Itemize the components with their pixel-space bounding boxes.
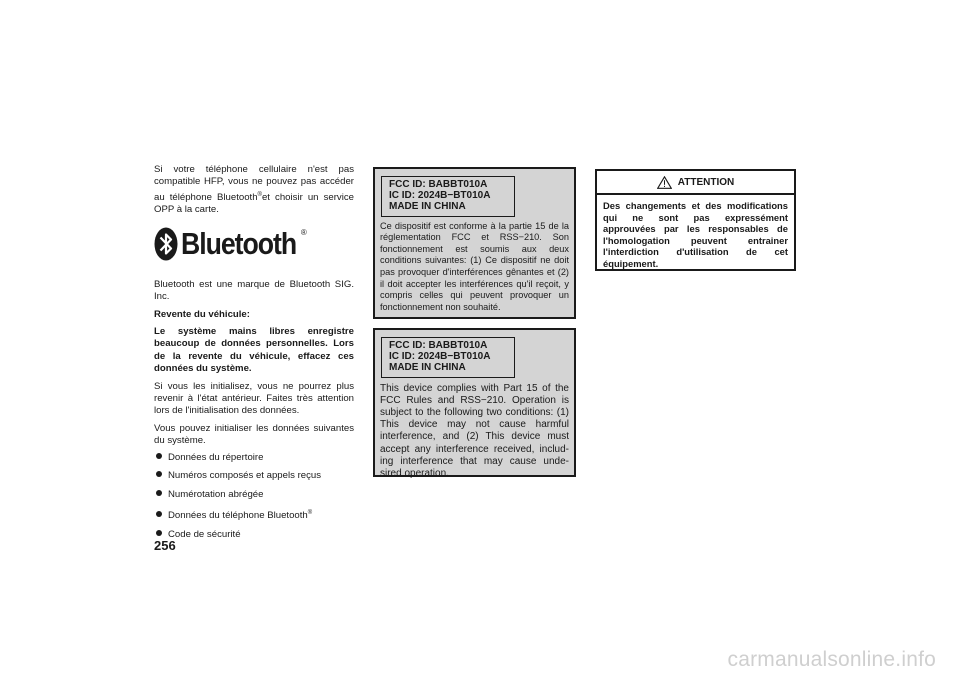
list-item-text-main: Données du téléphone Bluetooth bbox=[168, 510, 308, 522]
attention-header bbox=[597, 171, 794, 195]
list-item bbox=[154, 452, 354, 464]
origin-line: MADE IN CHINA bbox=[389, 362, 466, 374]
bluetooth-icon bbox=[154, 227, 178, 261]
reset-text: Si vous les initialisez, vous ne pourrez plus revenir à l'état antérieur. Faites très attention lors de l'initialisation des données. bbox=[154, 380, 354, 417]
fcc-notice-english bbox=[373, 328, 576, 480]
fcc-id-line: FCC ID: BABBT010A bbox=[389, 340, 488, 351]
list-item bbox=[154, 489, 354, 501]
fcc-id-label bbox=[381, 176, 515, 217]
fcc-notice-french bbox=[373, 167, 576, 319]
resale-heading: Revente du véhicule: bbox=[154, 308, 250, 320]
fcc-compliance-text-fr: Ce dispositif est conforme à la partie 15 de la réglementation FCC et RSS−210. Son fonctionnement est soumis aux deux conditions suivantes: (1) Ce dispositif ne doit pas provoquer d'interférences gênantes et (2) il doit accepter les interférences qu'il reçoit, y compris celles qui peuvent provoquer un fonctionnement non souhaité. bbox=[380, 220, 569, 312]
logo-registered-mark: ® bbox=[300, 227, 307, 237]
fcc-id-label bbox=[381, 337, 515, 378]
list-item-text: Numéros composés et appels reçus bbox=[168, 470, 322, 482]
bullet-icon bbox=[156, 511, 162, 517]
page-number: 256 bbox=[154, 538, 176, 553]
list-item-text: Code de sécurité bbox=[168, 528, 241, 540]
reset-list-intro: Vous pouvez initialiser les données suivantes du système. bbox=[154, 422, 354, 447]
bullet-icon bbox=[156, 453, 162, 459]
list-item-text: Numérotation abrégée bbox=[168, 488, 264, 500]
fcc-id-line: FCC ID: BABBT010A bbox=[389, 179, 488, 190]
intro-paragraph bbox=[154, 164, 354, 217]
bullet-icon bbox=[156, 530, 162, 536]
list-item bbox=[154, 529, 354, 541]
ic-id-line: IC ID: 2024B−BT010A bbox=[389, 190, 491, 202]
intro-text: Si votre téléphone cellulaire n'est pas compatible HFP, vous ne pouvez pas accéder au téléphone Bluetooth bbox=[154, 164, 354, 203]
list-item-text bbox=[168, 507, 312, 523]
ic-id-line: IC ID: 2024B−BT010A bbox=[389, 351, 491, 363]
intro-registered-mark: ® bbox=[257, 191, 262, 198]
bullet-registered-mark: ® bbox=[307, 509, 313, 516]
origin-line: MADE IN CHINA bbox=[389, 201, 466, 213]
trademark-text: Bluetooth est une marque de Bluetooth SIG. Inc. bbox=[154, 278, 354, 303]
bluetooth-wordmark: Bluetooth bbox=[181, 225, 297, 261]
list-item bbox=[154, 507, 354, 523]
bullet-icon bbox=[156, 490, 162, 496]
fcc-compliance-text-en: This device complies with Part 15 of the FCC Rules and RSS−210. Operation is subject to the following two conditions: (1) This device may not cause harmful interference, and (2) This device must accept any interference received, includ-ing interference that may cause unde-sired operation. bbox=[380, 382, 569, 480]
warning-triangle-icon bbox=[657, 176, 672, 189]
resale-warning: Le système mains libres enregistre beaucoup de données personnelles. Lors de la revente du véhicule, effacez ces données du système. bbox=[154, 326, 354, 375]
reset-data-list bbox=[154, 452, 354, 541]
list-item-text: Données du répertoire bbox=[168, 451, 264, 463]
watermark: carmanualsonline.info bbox=[727, 648, 936, 671]
intro-text-end: et choisir un service OPP à la carte. bbox=[154, 192, 354, 216]
left-column bbox=[154, 164, 354, 547]
attention-box bbox=[595, 169, 796, 271]
list-item bbox=[154, 470, 354, 482]
bluetooth-logo bbox=[154, 225, 354, 263]
bullet-icon bbox=[156, 471, 162, 477]
attention-text: Des changements et des modifications qui ne sont pas expressément approuvées par les responsables de l'homologation peuvent entrainer l'interdiction d'utilisation de cet équipement. bbox=[603, 200, 788, 269]
attention-title: ATTENTION bbox=[677, 176, 735, 188]
